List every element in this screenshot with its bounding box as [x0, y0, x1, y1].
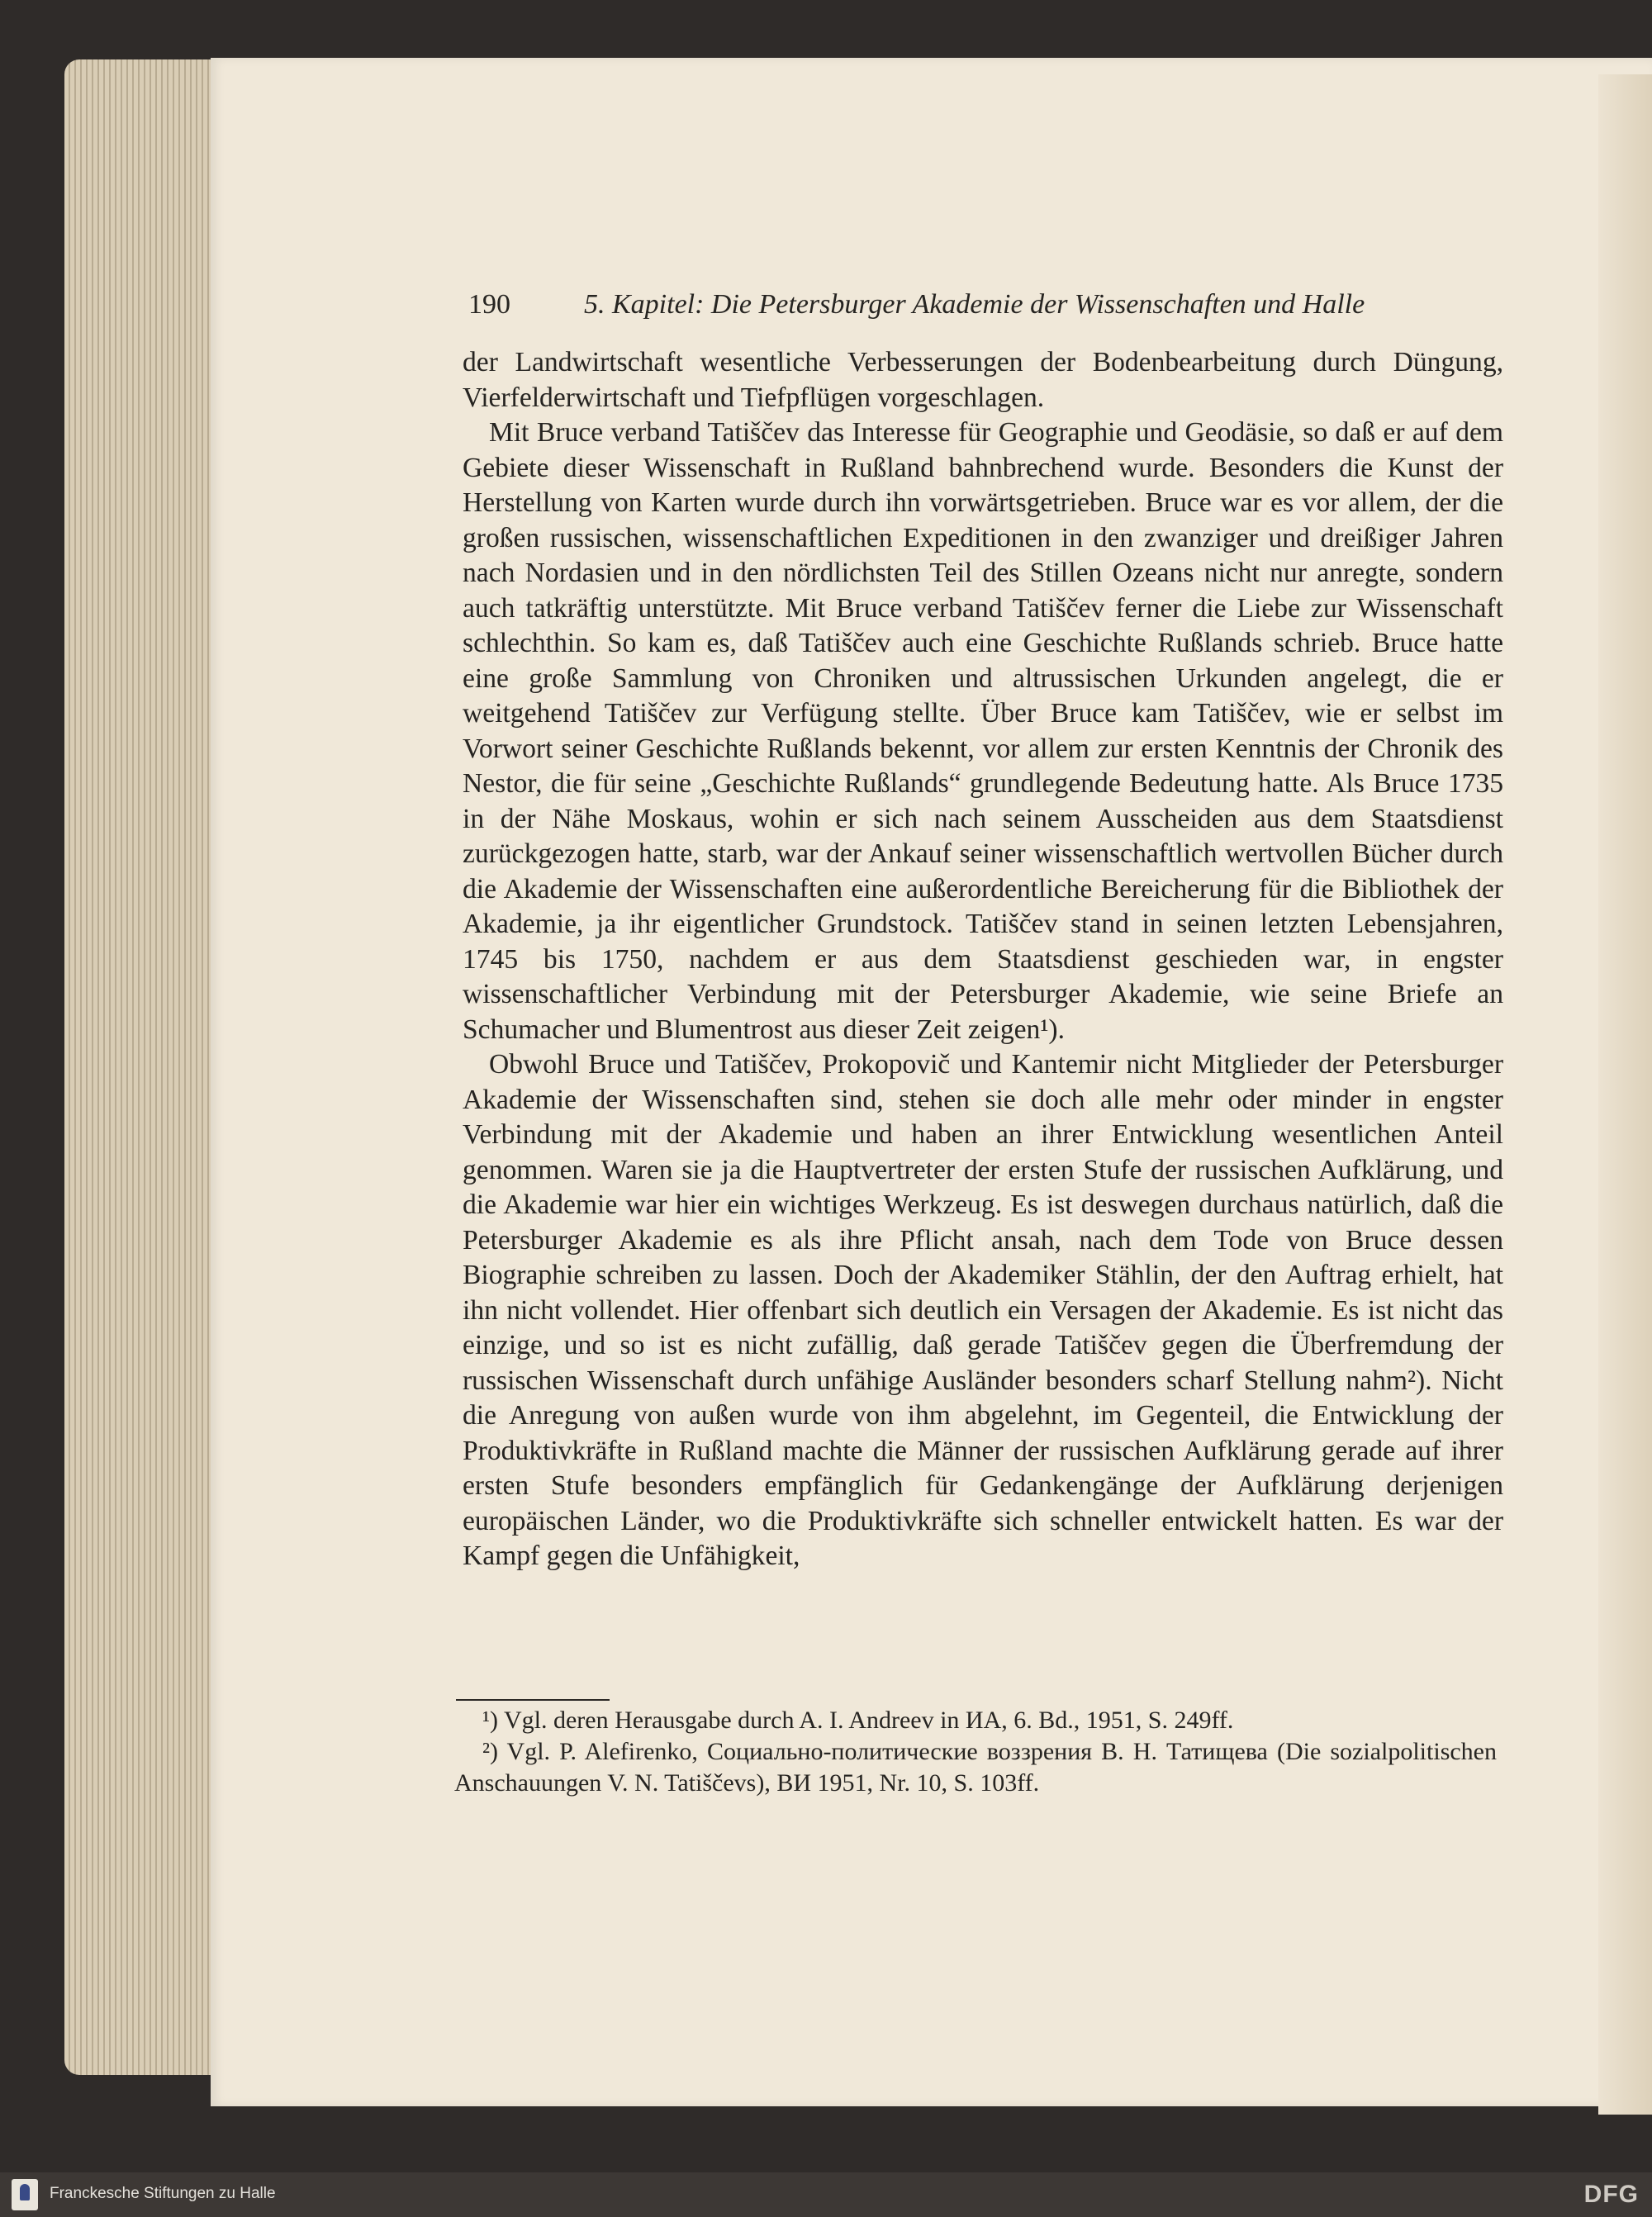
- footnote: ²) Vgl. P. Alefirenko, Социально-политические воззрения В. Н. Татищева (Die sozialpolitischen Anschauungen V. N. Tatiščevs), ВИ 1951, Nr. 10, S. 103ff.: [454, 1738, 1497, 1797]
- footer-institution-label: Franckesche Stiftungen zu Halle: [50, 2185, 276, 2202]
- paragraph: der Landwirtschaft wesentliche Verbesserungen der Bodenbearbeitung durch Düngung, Vierfelderwirtschaft und Tiefpflügen vorgeschlagen.: [463, 347, 1503, 413]
- chapter-title: 5. Kapitel: Die Petersburger Akademie der Wissenschaften und Halle: [584, 289, 1365, 320]
- dfg-logo: DFG: [1583, 2181, 1639, 2208]
- paragraph: Obwohl Bruce und Tatiščev, Prokopovič und Kantemir nicht Mitglieder der Petersburger Akademie der Wissenschaften sind, stehen sie doch alle mehr oder minder in engster Verbindung mit der Akademie und haben an ihrer Entwicklung wesentlichen Anteil genommen. Waren sie ja die Hauptvertreter der ersten Stufe der russischen Aufklärung, und die Akademie war hier ein wichtiges Werkzeug. Es ist deswegen durchaus natürlich, daß die Petersburger Akademie es als ihre Pflicht ansah, nach dem Tode von Bruce dessen Biographie schreiben zu lassen. Doch der Akademiker Stählin, der den Auftrag erhielt, hat ihn nicht vollendet. Hier offenbart sich deutlich ein Versagen der Akademie. Es ist nicht das einzige, und so ist es nicht zufällig, daß gerade Tatiščev gegen die Überfremdung der russischen Wissenschaft durch unfähige Ausländer besonders scharf Stellung nahm²). Nicht die Anregung von außen wurde von ihm abgelehnt, im Gegenteil, die Entwicklung der Produktivkräfte in Rußland machte die Männer der russischen Aufklärung gerade auf ihrer ersten Stufe besonders empfänglich für Gedankengänge der Aufklärung derjenigen europäischen Länder, wo die Produktivkräfte sich schneller entwickelt hatten. Es war der Kampf gegen die Unfähigkeit,: [463, 1049, 1503, 1571]
- page-stack-edge: [64, 59, 230, 2075]
- facing-page-edge: [1598, 74, 1652, 2115]
- footnote-rule: [456, 1699, 610, 1701]
- logo-figure-icon: [20, 2184, 30, 2200]
- footnote: ¹) Vgl. deren Herausgabe durch A. I. Andreev in ИА, 6. Bd., 1951, S. 249ff.: [482, 1707, 1234, 1734]
- running-head: [468, 289, 1402, 322]
- body-text: [463, 345, 1503, 1574]
- paragraph: Mit Bruce verband Tatiščev das Interesse für Geographie und Geodäsie, so daß er auf dem Gebiete dieser Wissenschaft in Rußland bahnbrechend wurde. Besonders die Kunst der Herstellung von Karten wurde durch ihn vorwärtsgetrieben. Bruce war es vor allem, der die großen russischen, wissenschaftlichen Expeditionen in den zwanziger und dreißiger Jahren nach Nordasien und in den nördlichsten Teil des Stillen Ozeans nicht nur anregte, sondern auch tatkräftig unterstützte. Mit Bruce verband Tatiščev ferner die Liebe zur Wissenschaft schlechthin. So kam es, daß Tatiščev auch eine Geschichte Rußlands schrieb. Bruce hatte eine große Sammlung von Chroniken und altrussischen Urkunden angelegt, die er weitgehend Tatiščev zur Verfügung stellte. Über Bruce kam Tatiščev, wie er selbst im Vorwort seiner Geschichte Rußlands bekennt, vor allem zur ersten Kenntnis der Chronik des Nestor, die für seine „Geschichte Rußlands“ grundlegende Bedeutung hatte. Als Bruce 1735 in der Nähe Moskaus, wohin er sich nach seinem Ausscheiden aus dem Staatsdienst zurückgezogen hatte, starb, war der Ankauf seiner wissenschaftlich wertvollen Bücher durch die Akademie der Wissenschaften eine außerordentliche Bereicherung für die Bibliothek der Akademie, ja ihr eigentlicher Grundstock. Tatiščev stand in seinen letzten Lebensjahren, 1745 bis 1750, nachdem er aus dem Staatsdienst geschieden war, in engster wissenschaftlicher Verbindung mit der Petersburger Akademie, wie seine Briefe an Schumacher und Blumentrost aus dieser Zeit zeigen¹).: [463, 417, 1503, 1045]
- page-number: 190: [468, 289, 510, 320]
- footnotes: [454, 1705, 1497, 1799]
- institution-logo-icon: [12, 2179, 38, 2210]
- viewer-footer-bar: [0, 2172, 1652, 2217]
